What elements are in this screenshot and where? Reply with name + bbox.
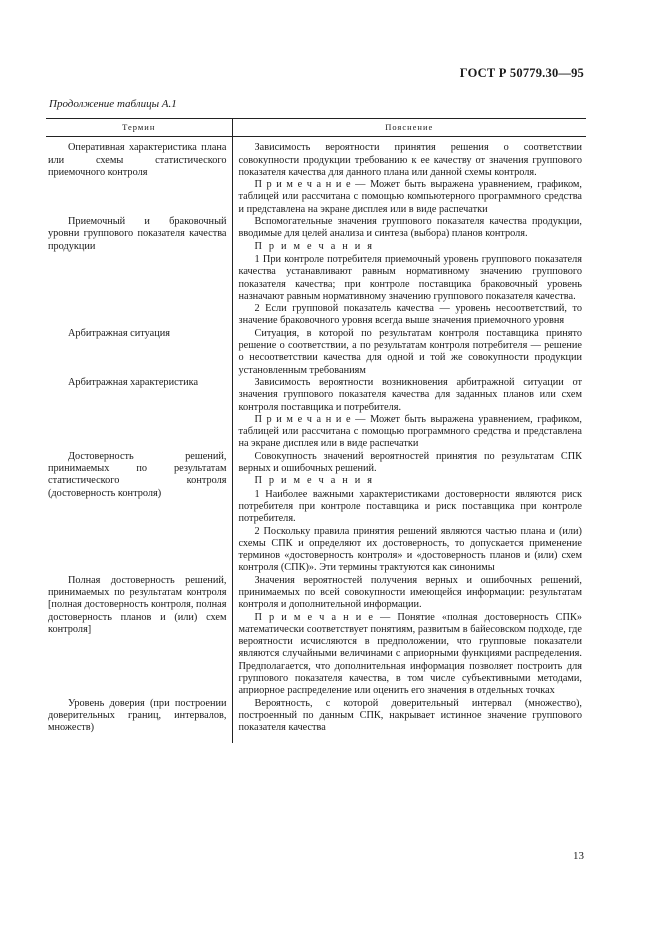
table-row bbox=[46, 377, 586, 451]
table-row bbox=[46, 328, 586, 377]
definition-text: Совокупность значений вероятностей принятия по результатам СПК верных и ошибочных решений. bbox=[238, 450, 582, 475]
notes-title: П р и м е ч а н и я bbox=[254, 475, 375, 487]
table-tail bbox=[46, 735, 586, 743]
term-text: Оперативная характеристика плана или схемы статистического приемочного контроля bbox=[48, 142, 227, 178]
term-text: Достоверность решений, принимаемых по результатам статистического контроля (достоверность контроля) bbox=[48, 450, 227, 499]
note-text: П р и м е ч а н и е — Может быть выражена уравнением, графиком, таблицей или рассчитана с помощью компьютерного программного средства и представлена на экране дисплея или в виде распечатки bbox=[238, 179, 582, 215]
column-header-explanation: Пояснение bbox=[232, 119, 586, 137]
definition-text: Вероятность, с которой доверительный интервал (множество), построенный по данным СПК, накрывает истинное значение группового показателя качества bbox=[238, 697, 582, 734]
definition-text: Зависимость вероятности принятия решения о соответствии совокупности продукции требованию к ее качеству от значения группового показателя качества для данного плана или данной схемы контроля. bbox=[238, 142, 582, 178]
term-text: Приемочный и браковочный уровни группового показателя качества продукции bbox=[48, 216, 227, 252]
definition-text: Ситуация, в которой по результатам контроля поставщика принято решение о соответствии, а по результатам контроля потребителя — решение о несоответствии качества для одной и той же совокупности продукции установленным требованиям bbox=[238, 327, 582, 376]
note-text: П р и м е ч а н и е — Может быть выражена уравнением, графиком, таблицей или рассчитана с помощью программного средства и представлена на экране дисплея или в виде распечатки bbox=[238, 413, 582, 450]
table-row bbox=[46, 451, 586, 575]
terms-table bbox=[46, 118, 586, 743]
note-text: П р и м е ч а н и е — Понятие «полная достоверность СПК» математически соответствует понятиям, развитым в байесовском подходе, где вероятности исчисляются в предположении, что групповые показатели являются случайными величинами с априорными функциями распределения. Предполагается, что дополнительная информация позволяет построить для группового показателя качества, в том числе субъективными методами, априорное распределение или оценить его значения в отдельных точках bbox=[238, 611, 582, 697]
standard-number: ГОСТ Р 50779.30—95 bbox=[459, 66, 584, 80]
note-item: 2 Если групповой показатель качества — уровень несоответствий, то значение браковочного уровня всегда выше значения приемочного уровня bbox=[238, 303, 582, 327]
definition-text: Зависимость вероятности возникновения арбитражной ситуации от значения группового показателя качества для заданных планов или схем контроля поставщика и потребителя. bbox=[238, 376, 582, 413]
note-item: 1 При контроле потребителя приемочный уровень группового показателя качества устанавливают равным нормативному значению группового показателя качества; при контроле поставщика браковочный уровень назначают равным нормативному значению группового показателя качества. bbox=[238, 253, 582, 302]
table-header-row bbox=[46, 119, 586, 137]
term-text: Арбитражная характеристика bbox=[68, 376, 199, 388]
column-header-term: Термин bbox=[46, 119, 232, 137]
definition-text: Вспомогательные значения группового показателя качества продукции, вводимые для целей анализа и синтеза (выбора) планов контроля. bbox=[238, 216, 582, 240]
term-text: Уровень доверия (при построении доверительных границ, интервалов, множеств) bbox=[48, 697, 227, 734]
note-label: П р и м е ч а н и е — bbox=[254, 413, 371, 425]
page-number: 13 bbox=[573, 850, 584, 862]
table-row bbox=[46, 698, 586, 735]
note-item: 2 Поскольку правила принятия решений являются частью плана и (или) схемы СПК и определяют их достоверность, то допускается применение терминов «достоверность контроля» и «достоверность планов и (или) схем контроля (СПК)». Эти термины трактуются как синонимы bbox=[238, 525, 582, 574]
table-row bbox=[46, 575, 586, 698]
notes-title: П р и м е ч а н и я bbox=[254, 240, 375, 252]
term-text: Арбитражная ситуация bbox=[68, 327, 170, 339]
definition-text: Значения вероятностей получения верных и ошибочных решений, принимаемых по всей совокупности имеющейся информации: результатам контроля и дополнительной информации. bbox=[238, 574, 582, 611]
table-row bbox=[46, 216, 586, 328]
table-row bbox=[46, 137, 586, 216]
note-item: 1 Наиболее важными характеристиками достоверности являются риск потребителя при контроле поставщика и риск поставщика при контроле потребителя. bbox=[238, 488, 582, 525]
term-text: Полная достоверность решений, принимаемых по результатам контроля [полная достоверность контроля, полная достоверность планов и (или) схем контроля] bbox=[48, 574, 227, 635]
note-label: П р и м е ч а н и е — bbox=[254, 179, 371, 191]
table-continuation-caption: Продолжение таблицы А.1 bbox=[49, 98, 177, 110]
note-label: П р и м е ч а н и е — bbox=[254, 611, 398, 623]
